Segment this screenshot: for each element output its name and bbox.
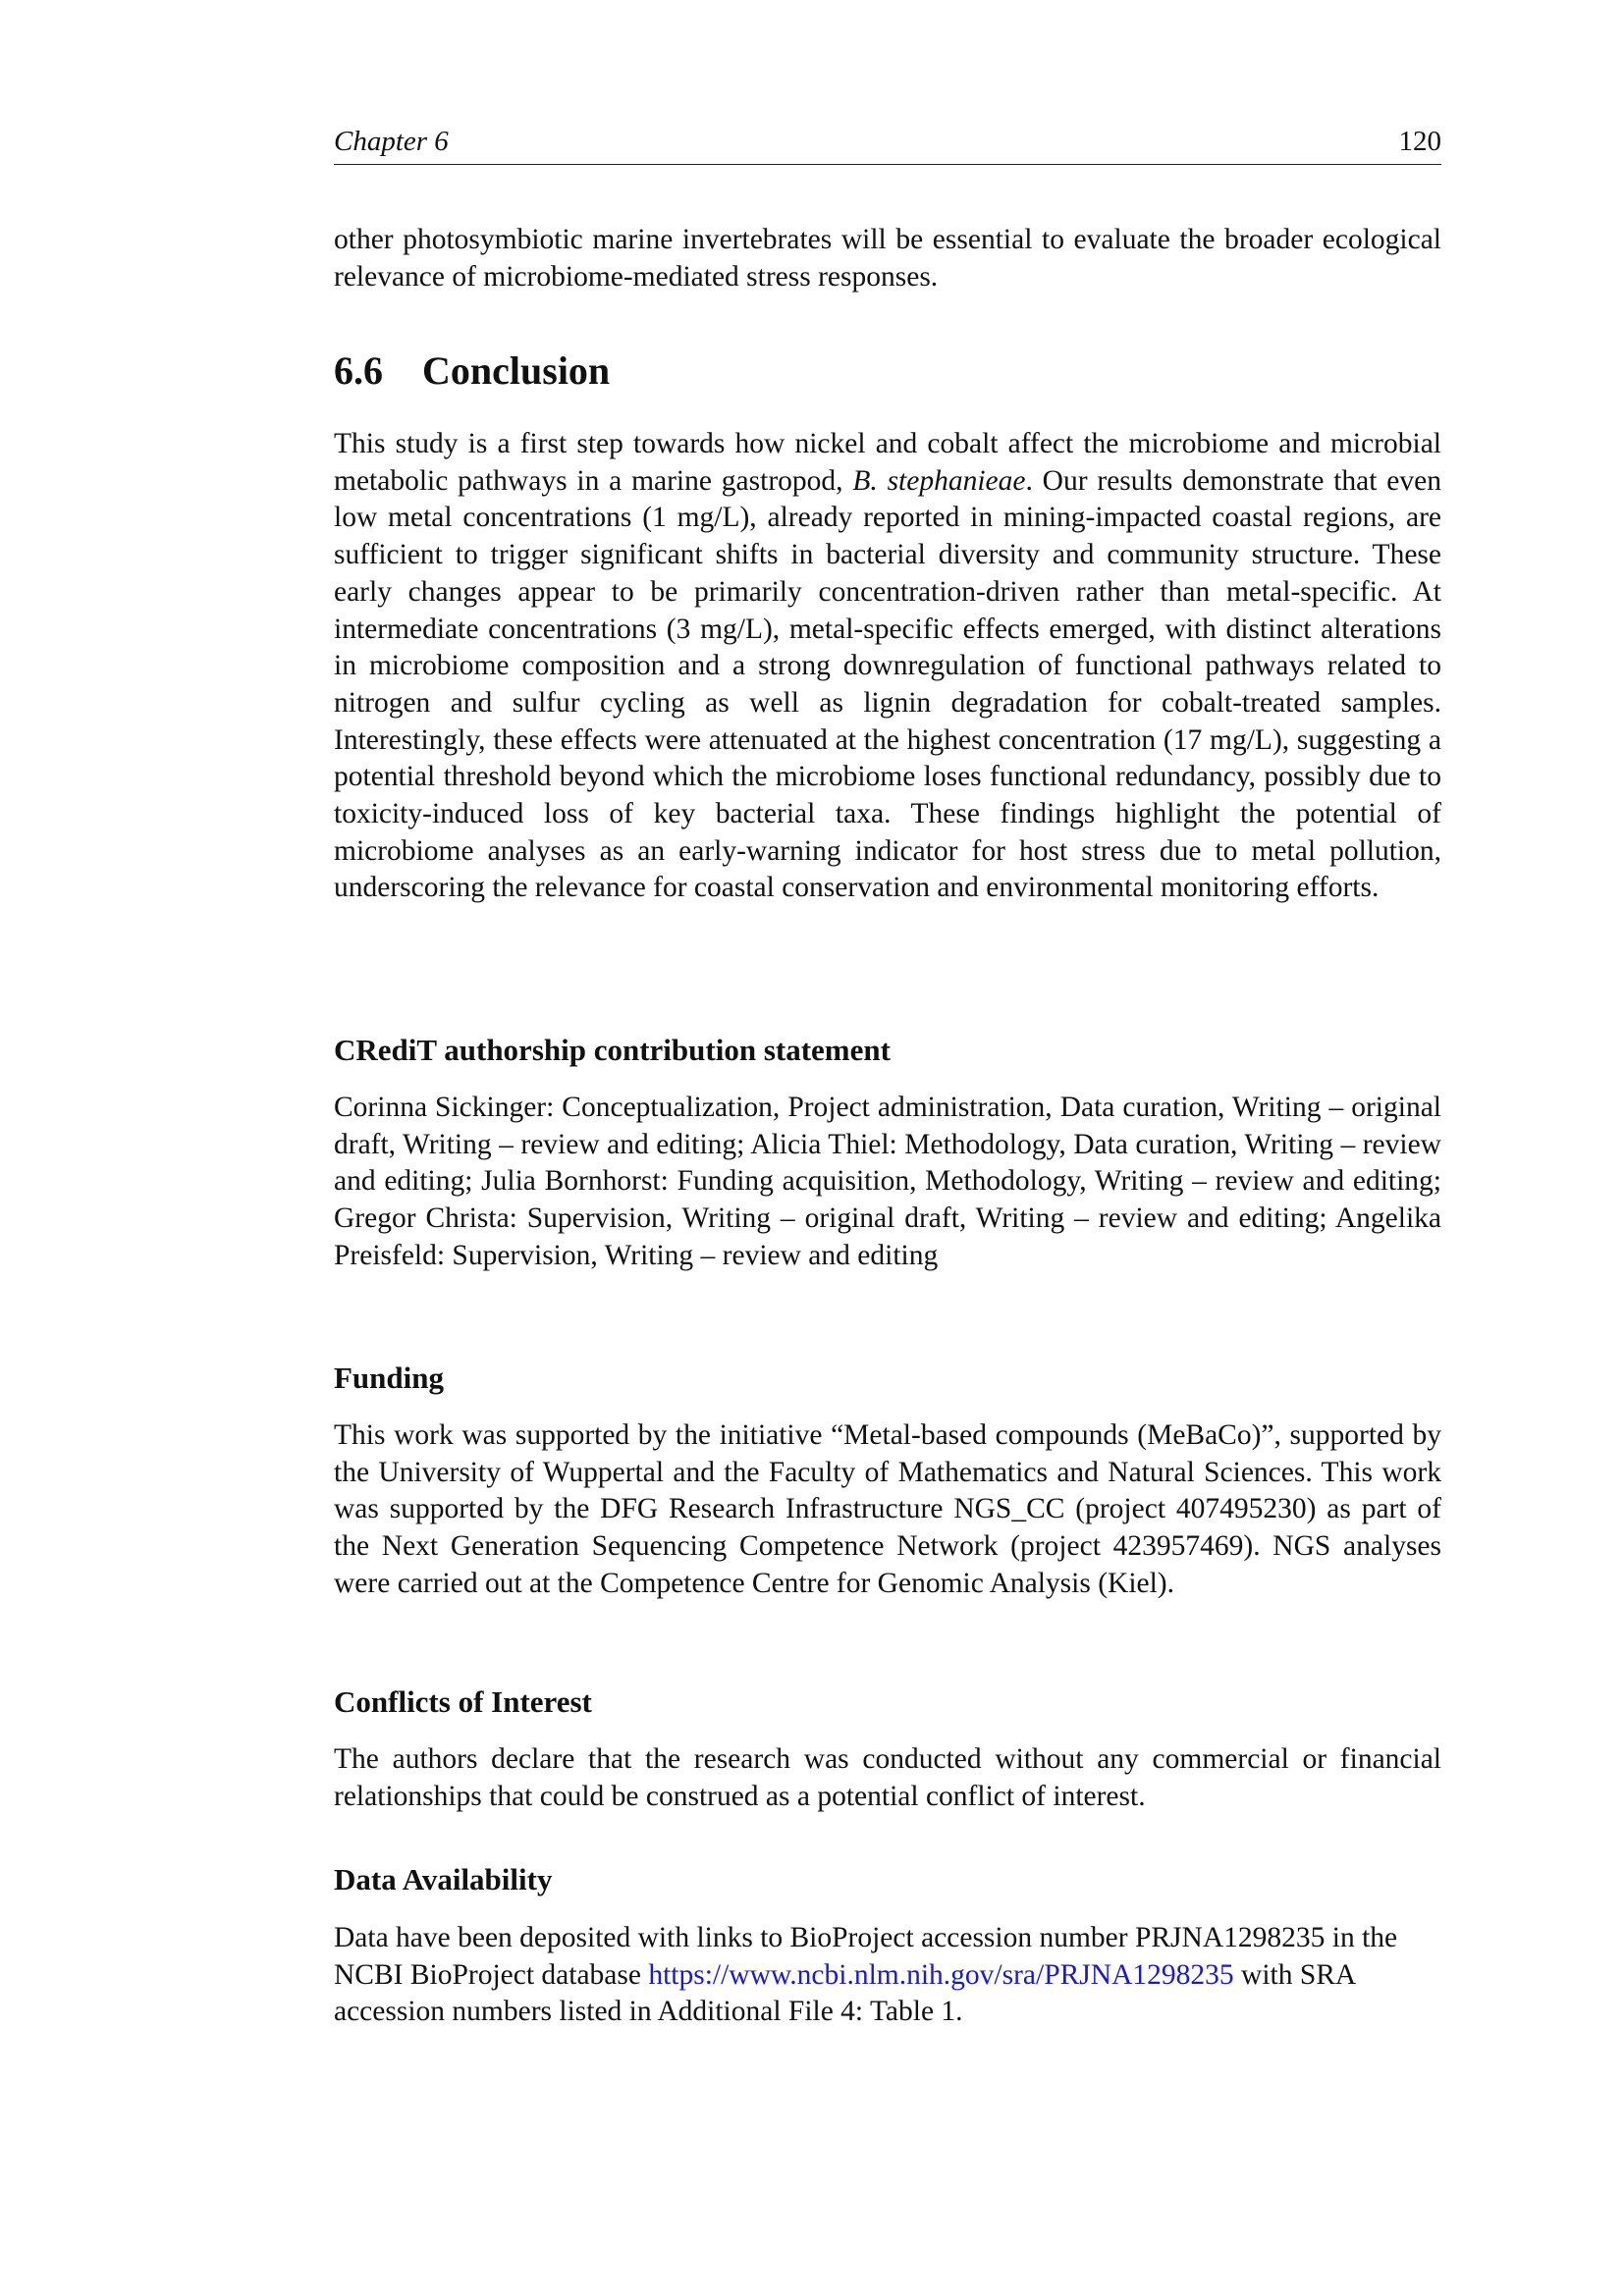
section-number: 6.6 bbox=[334, 348, 383, 393]
conflicts-section bbox=[334, 1682, 1441, 1722]
data-availability-section bbox=[334, 1860, 1441, 1899]
conclusion-text-part: . Our results demonstrate that even low metal concentrations (1 mg/L), already reported in mining-impacted coastal regions, are sufficient to trigger significant shifts in bacterial diversity and community structure. These early changes appear to be primarily concentration-driven rather than metal-specific. At intermediate concentrations (3 mg/L), metal-specific effects emerged, with distinct alterations in microbiome composition and a strong downregulation of functional pathways related to nitrogen and sulfur cycling as well as lignin degradation for cobalt-treated samples. Interestingly, these effects were attenuated at the highest concentration (17 mg/L), suggesting a potential threshold beyond which the microbiome loses functional redundancy, possibly due to toxicity-induced loss of key bacterial taxa. These findings highlight the potential of microbiome analyses as an early-warning indicator for host stress due to metal pollution, underscoring the relevance for coastal conservation and environmental monitoring efforts. bbox=[334, 464, 1441, 904]
running-header bbox=[334, 126, 1441, 165]
conclusion-body bbox=[334, 426, 1441, 907]
section-title: Conclusion bbox=[422, 348, 611, 393]
ncbi-link[interactable]: https://www.ncbi.nlm.nih.gov/sra/PRJNA1298235 bbox=[648, 1958, 1234, 1991]
data-availability-heading: Data Availability bbox=[334, 1862, 553, 1896]
conclusion-section bbox=[334, 347, 1441, 395]
conflicts-heading: Conflicts of Interest bbox=[334, 1684, 592, 1719]
funding-paragraph: This work was supported by the initiative “Metal-based compounds (MeBaCo)”, supported by the University of Wuppertal and the Faculty of Mathematics and Natural Sciences. This work was supported by the DFG Research Infrastructure NGS_CC (project 407495230) as part of the Next Generation Sequencing Competence Network (project 423957469). NGS analyses were carried out at the Competence Centre for Genomic Analysis (Kiel). bbox=[334, 1419, 1441, 1599]
credit-section bbox=[334, 1031, 1441, 1070]
conflicts-paragraph: The authors declare that the research was conducted without any commercial or financial relationships that could be construed as a potential conflict of interest. bbox=[334, 1743, 1441, 1812]
funding-body bbox=[334, 1417, 1441, 1603]
page-number: 120 bbox=[1398, 126, 1441, 157]
conclusion-paragraph bbox=[334, 426, 1441, 907]
intro-section bbox=[334, 222, 1441, 295]
conclusion-text-part: This study is a first step towards how nickel and cobalt affect the microbiome and microbial metabolic pathways in a marine gastropod, bbox=[334, 428, 1441, 497]
section-heading bbox=[334, 347, 1441, 395]
chapter-label: Chapter 6 bbox=[334, 126, 449, 157]
species-name: B. stephanieae bbox=[852, 464, 1026, 497]
funding-heading: Funding bbox=[334, 1361, 445, 1395]
credit-paragraph: Corinna Sickinger: Conceptualization, Project administration, Data curation, Writing – original draft, Writing – review and editing; Alicia Thiel: Methodology, Data curation, Writing – review and editing; Julia Bornhorst: Funding acquisition, Methodology, Writing – review and editing; Gregor Christa: Supervision, Writing – original draft, Writing – review and editing; Angelika Preisfeld: Supervision, Writing – review and editing bbox=[334, 1092, 1441, 1271]
data-availability-body bbox=[334, 1920, 1441, 2031]
data-text-part: with SRA accession numbers listed in Additional File 4: Table 1. bbox=[334, 1958, 1355, 2028]
conflicts-body bbox=[334, 1741, 1441, 1815]
funding-section bbox=[334, 1359, 1441, 1398]
credit-body bbox=[334, 1090, 1441, 1275]
intro-paragraph: other photosymbiotic marine invertebrates will be essential to evaluate the broader ecological relevance of microbiome-mediated stress responses. bbox=[334, 224, 1441, 293]
data-availability-paragraph bbox=[334, 1920, 1441, 2031]
credit-heading: CRediT authorship contribution statement bbox=[334, 1033, 891, 1067]
data-text-part: Data have been deposited with links to BioProject accession number PRJNA1298235 in the NCBI BioProject database bbox=[334, 1922, 1398, 1991]
